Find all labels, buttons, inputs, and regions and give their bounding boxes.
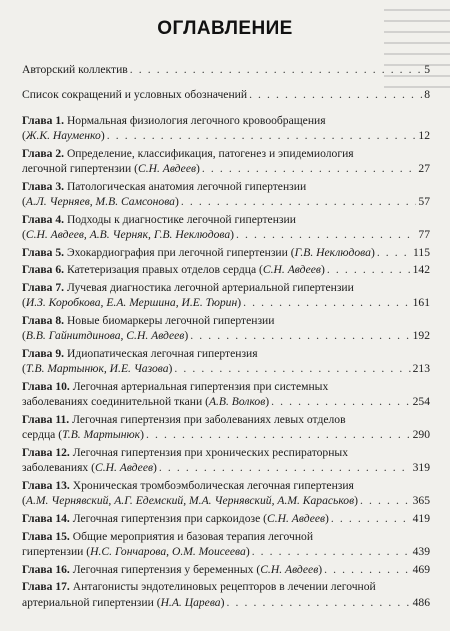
page-number: 12 <box>418 129 430 143</box>
chapter-authors: С.Н. Авдеев <box>94 461 154 475</box>
chapter-title-cont: заболеваниях <box>22 461 89 475</box>
dot-leader <box>107 128 417 143</box>
chapter-title: Эхокардиография при легочной гипертензии <box>66 245 288 259</box>
toc-entry-chapter-10[interactable]: Глава 10. Легочная артериальная гипертензия при системных заболеваниях соединительной ткани (А.В. Волков) . . . 254 <box>22 379 430 410</box>
page-number: 254 <box>412 395 430 409</box>
dot-leader <box>159 460 411 475</box>
chapter-title: Идиопатическая легочная гипертензия <box>66 347 258 360</box>
toc-entry-authors[interactable] <box>22 62 430 77</box>
chapter-authors: А.М. Чернявский, А.Г. Едемский, М.А. Чернявский, А.М. Караськов <box>25 494 355 508</box>
dot-leader <box>226 595 410 610</box>
chapter-authors: С.Н. Авдеев, А.В. Черняк, Г.В. Неклюдова <box>25 228 231 242</box>
chapter-label: Глава 5. <box>22 245 65 259</box>
entry-title: Авторский коллектив <box>22 63 128 76</box>
page-number: 161 <box>412 296 430 310</box>
toc-entry-chapter-12[interactable]: Глава 12. Легочная гипертензия при хронических респираторных заболеваниях (С.Н. Авдеев) . . . 319 <box>22 445 430 476</box>
dot-leader <box>252 544 411 559</box>
chapter-authors: С.Н. Авдеев <box>267 512 326 525</box>
chapter-authors: Ж.К. Науменко <box>25 129 101 143</box>
page-number: 115 <box>413 245 430 259</box>
dot-leader <box>243 295 411 310</box>
toc-entry-chapter-2[interactable]: Глава 2. Определение, классификация, патогенез и эпидемиология легочной гипертензии (С.Н. Авдеев) . . . 27 <box>22 146 430 177</box>
chapter-title: Лучевая диагностика легочной артериальной гипертензии <box>66 281 354 294</box>
page-number: 419 <box>412 512 430 525</box>
chapter-label: Глава 6. <box>22 263 65 277</box>
page-number: 290 <box>412 428 430 442</box>
chapter-authors: С.Н. Авдеев <box>137 162 196 176</box>
chapter-title: Легочная гипертензия при хронических респираторных <box>72 446 349 459</box>
toc-entry-abbreviations[interactable] <box>22 87 430 102</box>
chapter-title: Патологическая анатомия легочной гипертензии <box>66 179 307 193</box>
dot-leader <box>181 194 417 209</box>
chapter-title-cont: сердца <box>22 428 56 442</box>
toc-entry-chapter-9[interactable]: Глава 9. Идиопатическая легочная гипертензия (Т.В. Мартынюк, И.Е. Чазова) . . . 213 <box>22 346 430 377</box>
page-number: 319 <box>412 461 430 475</box>
chapter-title: Легочная гипертензия при саркоидозе <box>72 512 261 525</box>
page-number: 213 <box>412 362 430 376</box>
page-number: 365 <box>412 494 430 508</box>
dot-leader <box>377 245 411 260</box>
chapter-label: Глава 10. <box>22 380 70 393</box>
entry-title: Список сокращений и условных обозначений <box>22 88 248 102</box>
chapter-title: Легочная артериальная гипертензия при системных <box>72 380 329 393</box>
page-number: 57 <box>418 195 430 209</box>
page-number: 192 <box>412 329 430 343</box>
chapter-label: Глава 4. <box>22 212 65 226</box>
chapter-title: Антагонисты эндотелиновых рецепторов в лечении легочной <box>72 580 376 594</box>
toc-entry-chapter-17[interactable]: Глава 17. Антагонисты эндотелиновых рецепторов в лечении легочной артериальной гипертензии (Н.А. Царева) . . . 486 <box>22 579 430 610</box>
page-number: 8 <box>424 88 430 102</box>
chapter-label: Глава 13. <box>22 479 70 492</box>
chapter-label: Глава 17. <box>22 580 70 594</box>
chapter-authors: А.Л. Черняев, М.В. Самсонова <box>25 195 175 209</box>
dot-leader <box>360 493 411 508</box>
chapter-authors: С.Н. Авдеев <box>260 562 319 576</box>
dot-leader <box>249 87 422 102</box>
page-title: ОГЛАВЛЕНИЕ <box>157 18 293 39</box>
chapter-authors: Т.В. Мартынюк <box>62 428 141 442</box>
chapter-authors: Н.А. Царева <box>160 595 221 609</box>
chapter-label: Глава 12. <box>22 446 70 459</box>
page-number: 439 <box>412 545 430 558</box>
chapter-authors: С.Н. Авдеев <box>262 263 321 277</box>
page-number: 5 <box>424 63 430 76</box>
chapter-title: Новые биомаркеры легочной гипертензии <box>66 314 275 327</box>
toc-entry-chapter-16[interactable]: Глава 16. Легочная гипертензия у беременных (С.Н. Авдеев) . . . 469 <box>22 562 430 577</box>
toc-entry-chapter-14[interactable]: Глава 14. Легочная гипертензия при саркоидозе (С.Н. Авдеев) . . . 419 <box>22 511 430 526</box>
toc-entry-chapter-8[interactable]: Глава 8. Новые биомаркеры легочной гипертензии (В.В. Гайнитдинова, С.Н. Авдеев) . . . 192 <box>22 313 430 344</box>
toc-entry-chapter-4[interactable]: Глава 4. Подходы к диагностике легочной гипертензии (С.Н. Авдеев, А.В. Черняк, Г.В. Неклюдова) . . . 77 <box>22 212 430 243</box>
dot-leader <box>236 227 416 242</box>
toc-entry-chapter-5[interactable]: Глава 5. Эхокардиография при легочной гипертензии (Г.В. Неклюдова) . . . 115 <box>22 245 430 260</box>
page-number: 486 <box>412 595 430 609</box>
dot-leader <box>174 361 410 376</box>
chapter-title-cont: легочной гипертензии <box>22 162 132 176</box>
chapter-label: Глава 16. <box>22 562 70 576</box>
chapter-title: Катетеризация правых отделов сердца <box>66 263 257 277</box>
chapter-label: Глава 1. <box>22 113 65 127</box>
chapter-title: Легочная гипертензия у беременных <box>72 562 254 576</box>
toc-entry-chapter-11[interactable]: Глава 11. Легочная гипертензия при заболеваниях левых отделов сердца (Т.В. Мартынюк) . . . 290 <box>22 412 430 443</box>
chapter-authors: Н.С. Гончарова, О.М. Моисеева <box>90 545 246 558</box>
toc-entry-chapter-13[interactable]: Глава 13. Хроническая тромбоэмболическая легочная гипертензия (А.М. Чернявский, А.Г. Едемский, М.А. Чернявский, А.М. Караськов) . . . 365 <box>22 478 430 509</box>
dot-leader <box>130 62 422 77</box>
page-number: 469 <box>412 562 430 576</box>
toc-entry-chapter-15[interactable]: Глава 15. Общие мероприятия и базовая терапия легочной гипертензии (Н.С. Гончарова, О.М. Моисеева) . . . 439 <box>22 529 430 560</box>
dot-leader <box>146 427 411 442</box>
chapter-authors: В.В. Гайнитдинова, С.Н. Авдеев <box>25 329 185 343</box>
chapter-title: Нормальная физиология легочного кровообращения <box>66 113 326 127</box>
page-number: 142 <box>412 263 430 277</box>
chapter-title: Общие мероприятия и базовая терапия легочной <box>72 529 314 543</box>
chapter-authors: А.В. Волков <box>208 395 266 409</box>
toc-entry-chapter-7[interactable]: Глава 7. Лучевая диагностика легочной артериальной гипертензии (И.З. Коробкова, Е.А. Мершина, И.Е. Тюрин) . . . 161 <box>22 280 430 311</box>
chapter-title-cont: гипертензии <box>22 545 84 558</box>
chapter-label: Глава 2. <box>22 146 65 160</box>
table-of-contents <box>22 62 430 612</box>
toc-entry-chapter-6[interactable]: Глава 6. Катетеризация правых отделов сердца (С.Н. Авдеев) . . . 142 <box>22 262 430 277</box>
chapter-label: Глава 8. <box>22 314 65 327</box>
toc-entry-chapter-1[interactable]: Глава 1. Нормальная физиология легочного кровообращения (Ж.К. Науменко) . . . 12 <box>22 113 430 144</box>
chapter-title: Подходы к диагностике легочной гипертензии <box>66 212 296 226</box>
dot-leader <box>331 511 411 526</box>
chapter-label: Глава 9. <box>22 347 65 360</box>
page-number: 27 <box>418 162 430 176</box>
chapter-title-cont: заболеваниях соединительной ткани <box>22 395 203 409</box>
dot-leader <box>190 328 410 343</box>
toc-entry-chapter-3[interactable]: Глава 3. Патологическая анатомия легочной гипертензии (А.Л. Черняев, М.В. Самсонова) . . . 57 <box>22 179 430 210</box>
dot-leader <box>327 262 411 277</box>
chapter-authors: Г.В. Неклюдова <box>294 245 371 259</box>
chapter-label: Глава 11. <box>22 413 70 426</box>
chapter-title: Определение, классификация, патогенез и эпидемиология <box>66 146 354 160</box>
chapter-label: Глава 14. <box>22 512 70 525</box>
chapter-label: Глава 15. <box>22 529 70 543</box>
dot-leader <box>202 161 417 176</box>
chapter-title: Хроническая тромбоэмболическая легочная гипертензия <box>72 479 354 492</box>
dot-leader <box>324 562 411 577</box>
chapter-title: Легочная гипертензия при заболеваниях левых отделов <box>72 413 346 426</box>
page-number: 77 <box>418 228 430 242</box>
chapter-label: Глава 3. <box>22 179 65 193</box>
dot-leader <box>271 394 410 409</box>
chapter-authors: Т.В. Мартынюк, И.Е. Чазова <box>25 362 169 376</box>
chapter-authors: И.З. Коробкова, Е.А. Мершина, И.Е. Тюрин <box>25 296 238 310</box>
chapter-label: Глава 7. <box>22 281 65 294</box>
chapter-title-cont: артериальной гипертензии <box>22 595 154 609</box>
